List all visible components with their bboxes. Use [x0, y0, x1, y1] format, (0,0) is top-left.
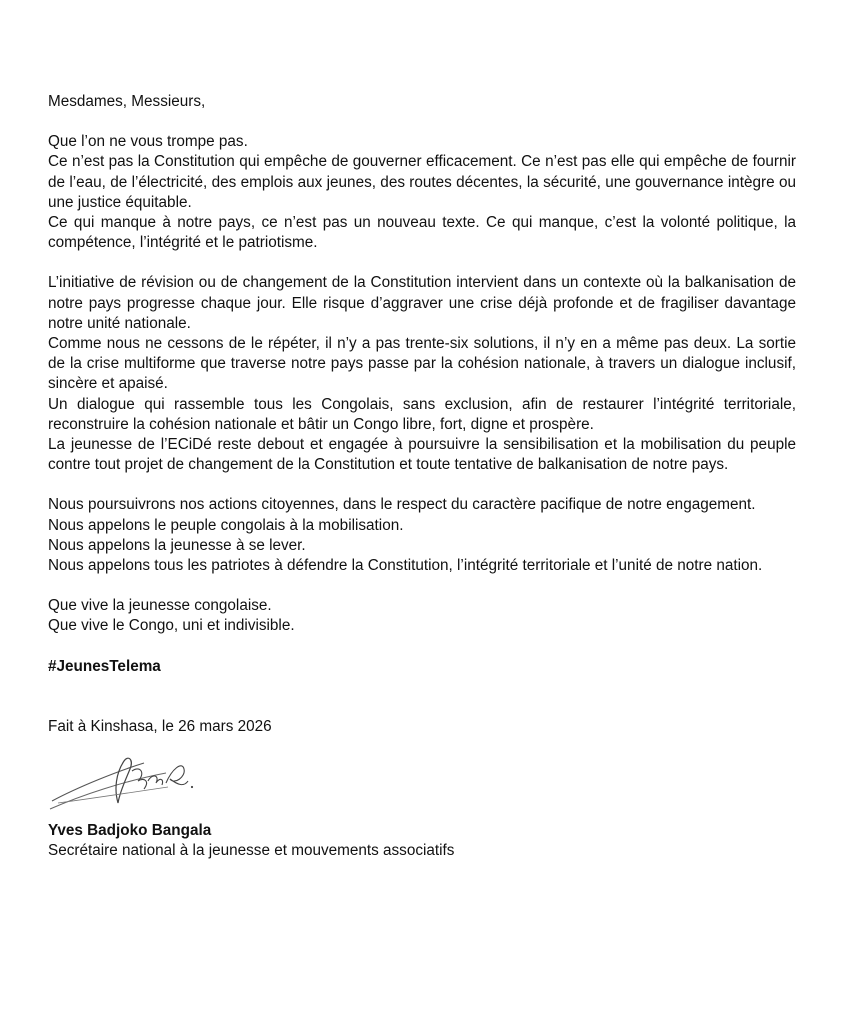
signatory-name: Yves Badjoko Bangala — [48, 822, 212, 840]
paragraph-line: Nous appelons tous les patriotes à défendre la Constitution, l’intégrité territoriale et l’unité de notre nation. — [48, 557, 763, 575]
paragraph-line: Nous poursuivrons nos actions citoyennes, dans le respect du caractère pacifique de notre engagement. — [48, 496, 756, 514]
place-date: Fait à Kinshasa, le 26 mars 2026 — [48, 717, 272, 735]
paragraph-line: Ce n’est pas la Constitution qui empêche de gouverner efficacement. Ce n’est pas elle qui empêche de fournir de l’eau, de l’électricité, des emplois aux jeunes, des routes décentes, la sécurité, une gouvernance intègre ou une justice équitable. — [48, 153, 796, 211]
signature-drawing — [48, 751, 208, 821]
closing-line: Que vive le Congo, uni et indivisible. — [48, 617, 295, 635]
paragraph-line: Que l’on ne vous trompe pas. — [48, 133, 248, 151]
paragraph-line: Ce qui manque à notre pays, ce n’est pas un nouveau texte. Ce qui manque, c’est la volonté politique, la compétence, l’intégrité et le patriotisme. — [48, 214, 796, 252]
paragraph-line: Comme nous ne cessons de le répéter, il n’y a pas trente-six solutions, il n’y en a même pas deux. La sortie de la crise multiforme que traverse notre pays passe par la cohésion nationale, à travers un dialogue inclusif, sincère et apaisé. — [48, 335, 796, 393]
signatory-title: Secrétaire national à la jeunesse et mouvements associatifs — [48, 842, 455, 860]
closing-line: Que vive la jeunesse congolaise. — [48, 597, 272, 615]
salutation: Mesdames, Messieurs, — [48, 93, 206, 110]
paragraph-line: Un dialogue qui rassemble tous les Congolais, sans exclusion, afin de restaurer l’intégrité territoriale, reconstruire la cohésion nationale et bâtir un Congo libre, fort, digne et prospère. — [48, 395, 796, 433]
paragraph-line: L’initiative de révision ou de changement de la Constitution intervient dans un contexte où la balkanisation de notre pays progresse chaque jour. Elle risque d’aggraver une crise déjà profonde et de fragiliser davantage notre unité nationale. — [48, 274, 796, 332]
paragraph-line: Nous appelons la jeunesse à se lever. — [48, 536, 306, 554]
hashtag: #JeunesTelema — [48, 657, 161, 675]
paragraph-line: Nous appelons le peuple congolais à la mobilisation. — [48, 516, 404, 534]
signature — [48, 751, 796, 821]
paragraph-line: La jeunesse de l’ECiDé reste debout et engagée à poursuivre la sensibilisation et la mobilisation du peuple contre tout projet de changement de la Constitution et toute tentative de balkanisation de notre pays. — [48, 436, 796, 474]
